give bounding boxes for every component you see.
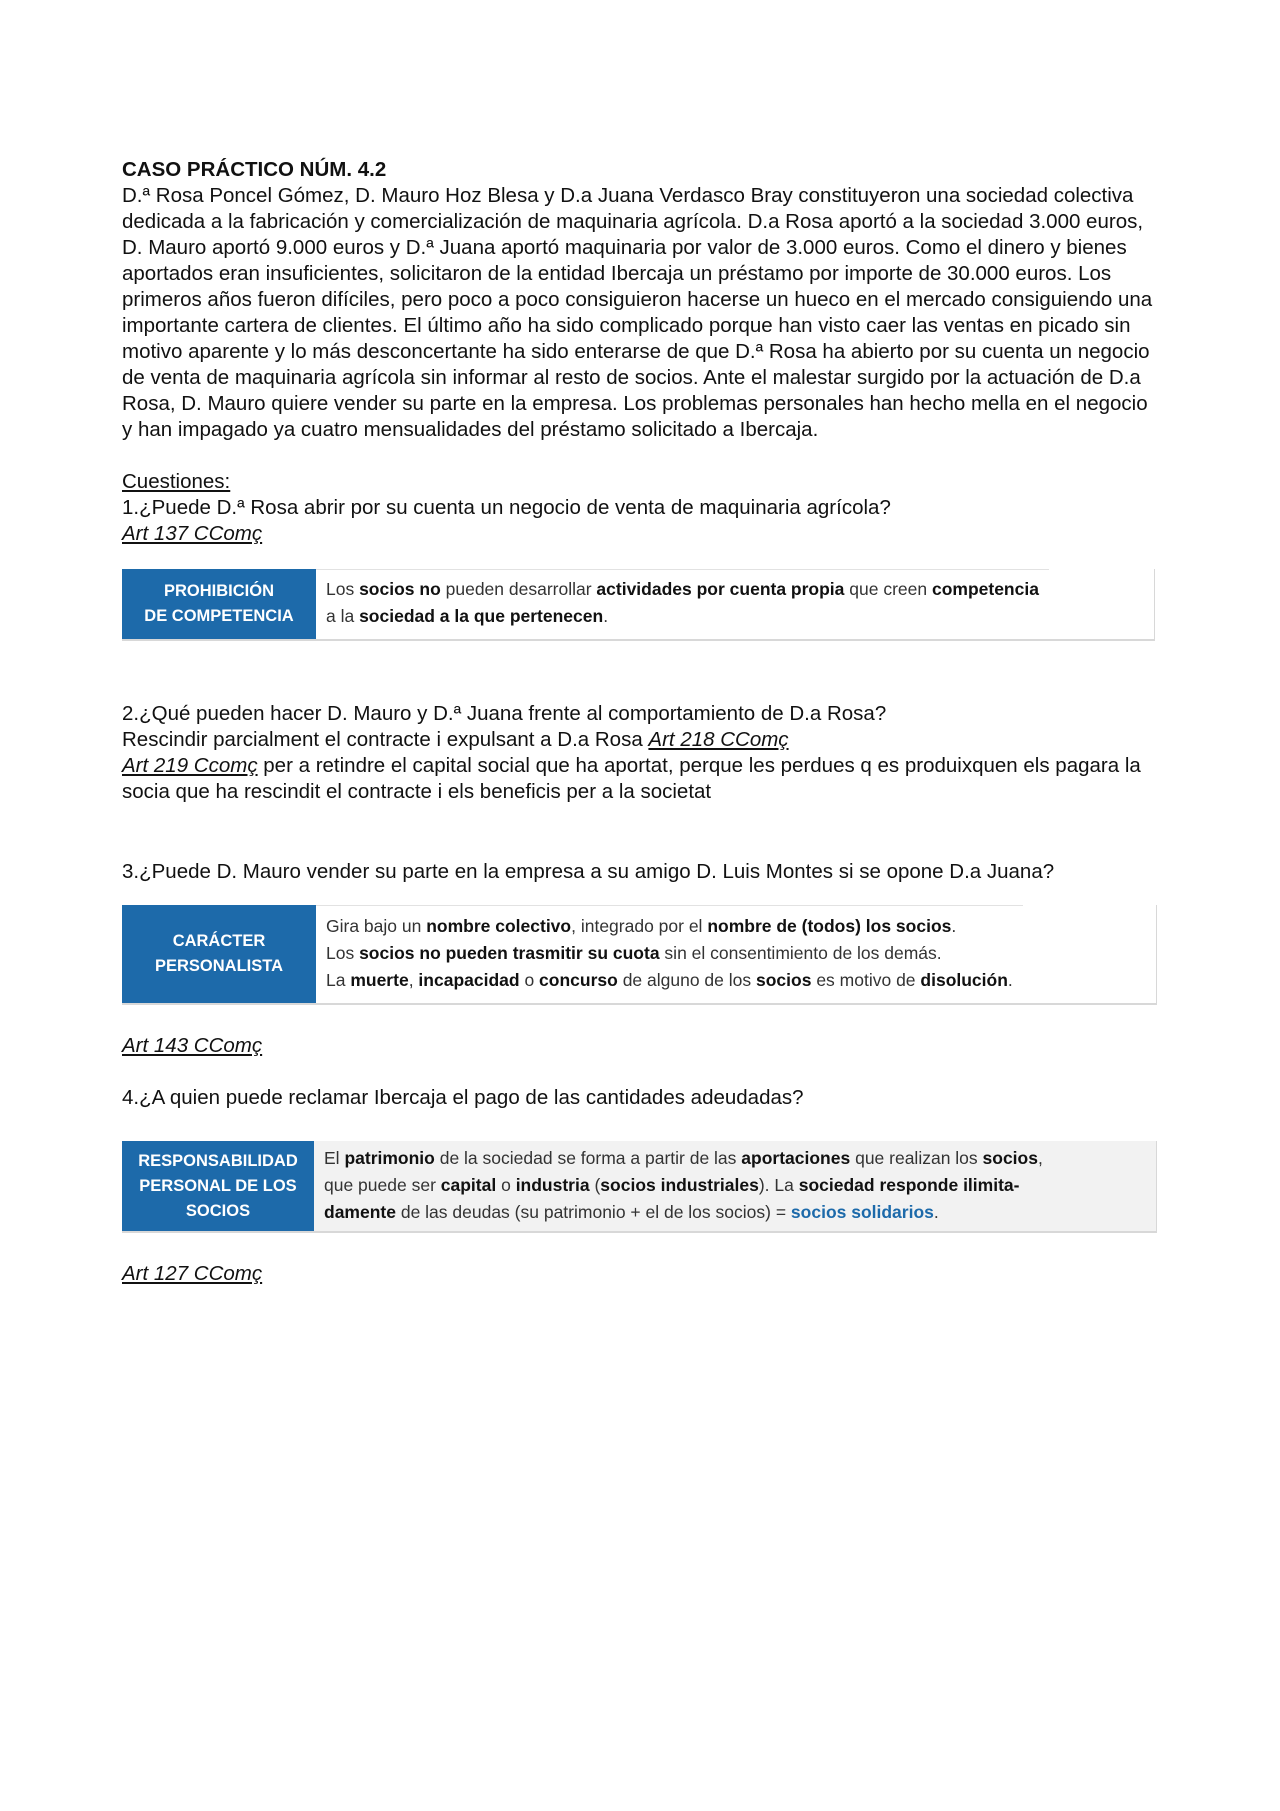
question-2: 2.¿Qué pueden hacer D. Mauro y D.ª Juana frente al comportamiento de D.a Rosa?	[122, 702, 887, 725]
box-text: .	[603, 606, 609, 626]
box-label-line: DE COMPETENCIA	[144, 607, 294, 625]
box-bold-text: competencia	[931, 579, 1039, 599]
box-text: (	[589, 1175, 601, 1195]
box-text: .	[951, 916, 957, 936]
question-2-reference-218: Art 218 CComç	[648, 728, 789, 751]
question-2-answer	[122, 727, 1162, 805]
box-text: sin el consentimiento de los demás.	[659, 943, 942, 963]
box-text: .	[1007, 970, 1013, 990]
box-text: Los	[326, 579, 360, 599]
question-1-reference: Art 137 CComç	[122, 522, 263, 545]
box-text: La	[326, 970, 351, 990]
box-text: .	[933, 1202, 939, 1222]
personalist-character-box	[122, 905, 1157, 1005]
box-text: El	[324, 1148, 345, 1168]
box-bold-text: industria	[515, 1175, 590, 1195]
box-text: ,	[408, 970, 419, 990]
questions-heading: Cuestiones:	[122, 470, 231, 493]
question-3: 3.¿Puede D. Mauro vender su parte en la empresa a su amigo D. Luis Montes si se opone D.a Juana?	[122, 860, 1055, 883]
box-bold-text: socios industriales	[600, 1175, 759, 1195]
personal-liability-box	[122, 1141, 1157, 1233]
box-text: ). La	[758, 1175, 799, 1195]
competition-prohibition-label	[122, 569, 316, 639]
box-text: pueden desarrollar	[440, 579, 597, 599]
box-bold-text: socios	[756, 970, 812, 990]
box-text: o	[496, 1175, 516, 1195]
personal-liability-label	[122, 1141, 314, 1231]
box-label-line: PROHIBICIÓN	[163, 582, 274, 600]
box-bold-text: muerte	[350, 970, 409, 990]
box-text: de las deudas (su patrimonio + el de los socios) =	[395, 1202, 791, 1222]
box-label-line: PERSONAL DE LOS	[139, 1176, 297, 1195]
box-label-line: PERSONALISTA	[154, 957, 284, 975]
box-bold-text: nombre de (todos) los socios	[707, 916, 952, 936]
box-text: Gira bajo un	[326, 916, 427, 936]
box-text: , integrado por el	[571, 916, 708, 936]
box-text: ,	[1037, 1148, 1043, 1168]
box-bold-text: aportaciones	[741, 1148, 851, 1168]
box-label-line: CARÁCTER	[172, 932, 266, 950]
box-label-line: RESPONSABILIDAD	[138, 1151, 298, 1170]
personalist-character-label	[122, 905, 316, 1003]
box-label-line: SOCIOS	[185, 1201, 251, 1220]
box-bold-text: actividades por cuenta propia	[596, 579, 845, 599]
box-text: Los	[326, 943, 360, 963]
competition-prohibition-text	[316, 569, 1049, 639]
box-text: de alguno de los	[617, 970, 756, 990]
box-text: que creen	[844, 579, 932, 599]
box-bold-text: damente	[324, 1202, 396, 1222]
box-text: es motivo de	[811, 970, 921, 990]
box-bold-text: concurso	[539, 970, 618, 990]
question-1: 1.¿Puede D.ª Rosa abrir por su cuenta un negocio de venta de maquinaria agrícola?	[122, 496, 891, 519]
box-highlight-text: socios solidarios	[790, 1202, 934, 1222]
personalist-character-text	[316, 905, 1023, 1003]
document-page	[122, 157, 1162, 1287]
question-3-reference: Art 143 CComç	[122, 1034, 263, 1057]
box-bold-text: socios no pueden trasmitir su cuota	[359, 943, 660, 963]
box-bold-text: sociedad a la que pertenecen	[359, 606, 604, 626]
box-bold-text: capital	[440, 1175, 497, 1195]
box-text: de la sociedad se forma a partir de las	[434, 1148, 742, 1168]
box-text: o	[519, 970, 540, 990]
question-4-reference: Art 127 CComç	[122, 1262, 263, 1285]
box-bold-text: sociedad responde ilimita-	[798, 1175, 1020, 1195]
box-bold-text: socios	[982, 1148, 1038, 1168]
case-intro: D.ª Rosa Poncel Gómez, D. Mauro Hoz Blesa y D.a Juana Verdasco Bray constituyeron una sociedad colectiva dedicada a la fabricación y comercialización de maquinaria agrícola. D.a Rosa aportó a la sociedad 3.000 euros, D. Mauro aportó 9.000 euros y D.ª Juana aportó maquinaria por valor de 3.000 euros. Como el dinero y bienes aportados eran insuficientes, solicitaron de la entidad Ibercaja un préstamo por importe de 30.000 euros. Los primeros años fueron difíciles, pero poco a poco consiguieron hacerse un hueco en el mercado consiguiendo una importante cartera de clientes. El último año ha sido complicado porque han visto caer las ventas en picado sin motivo aparente y lo más desconcertante ha sido enterarse de que D.ª Rosa ha abierto por su cuenta un negocio de venta de maquinaria agrícola sin informar al resto de socios. Ante el malestar surgido por la actuación de D.a Rosa, D. Mauro quiere vender su parte en la empresa. Los problemas personales han hecho mella en el negocio y han impagado ya cuatro mensualidades del préstamo solicitado a Ibercaja.	[122, 184, 1153, 441]
box-bold-text: nombre colectivo	[426, 916, 572, 936]
question-2-reference-219: Art 219 Ccomç	[122, 754, 258, 777]
box-text: que realizan los	[850, 1148, 983, 1168]
question-4: 4.¿A quien puede reclamar Ibercaja el pago de las cantidades adeudadas?	[122, 1086, 804, 1109]
box-bold-text: patrimonio	[344, 1148, 435, 1168]
answer-text: per a retindre el capital social que ha aportat, perque les perdues q es produixquen els pagara la socia que ha rescindit el contracte i els beneficis per a la societat	[122, 754, 1141, 803]
box-bold-text: disolución	[920, 970, 1008, 990]
answer-text: Rescindir parcialment el contracte i expulsant a D.a Rosa	[122, 728, 649, 751]
personal-liability-text	[314, 1141, 1053, 1231]
box-text: que puede ser	[324, 1175, 441, 1195]
box-bold-text: incapacidad	[418, 970, 520, 990]
box-text: a la	[326, 606, 360, 626]
box-bold-text: socios no	[359, 579, 441, 599]
competition-prohibition-box	[122, 569, 1155, 641]
case-title: CASO PRÁCTICO NÚM. 4.2	[122, 158, 387, 181]
